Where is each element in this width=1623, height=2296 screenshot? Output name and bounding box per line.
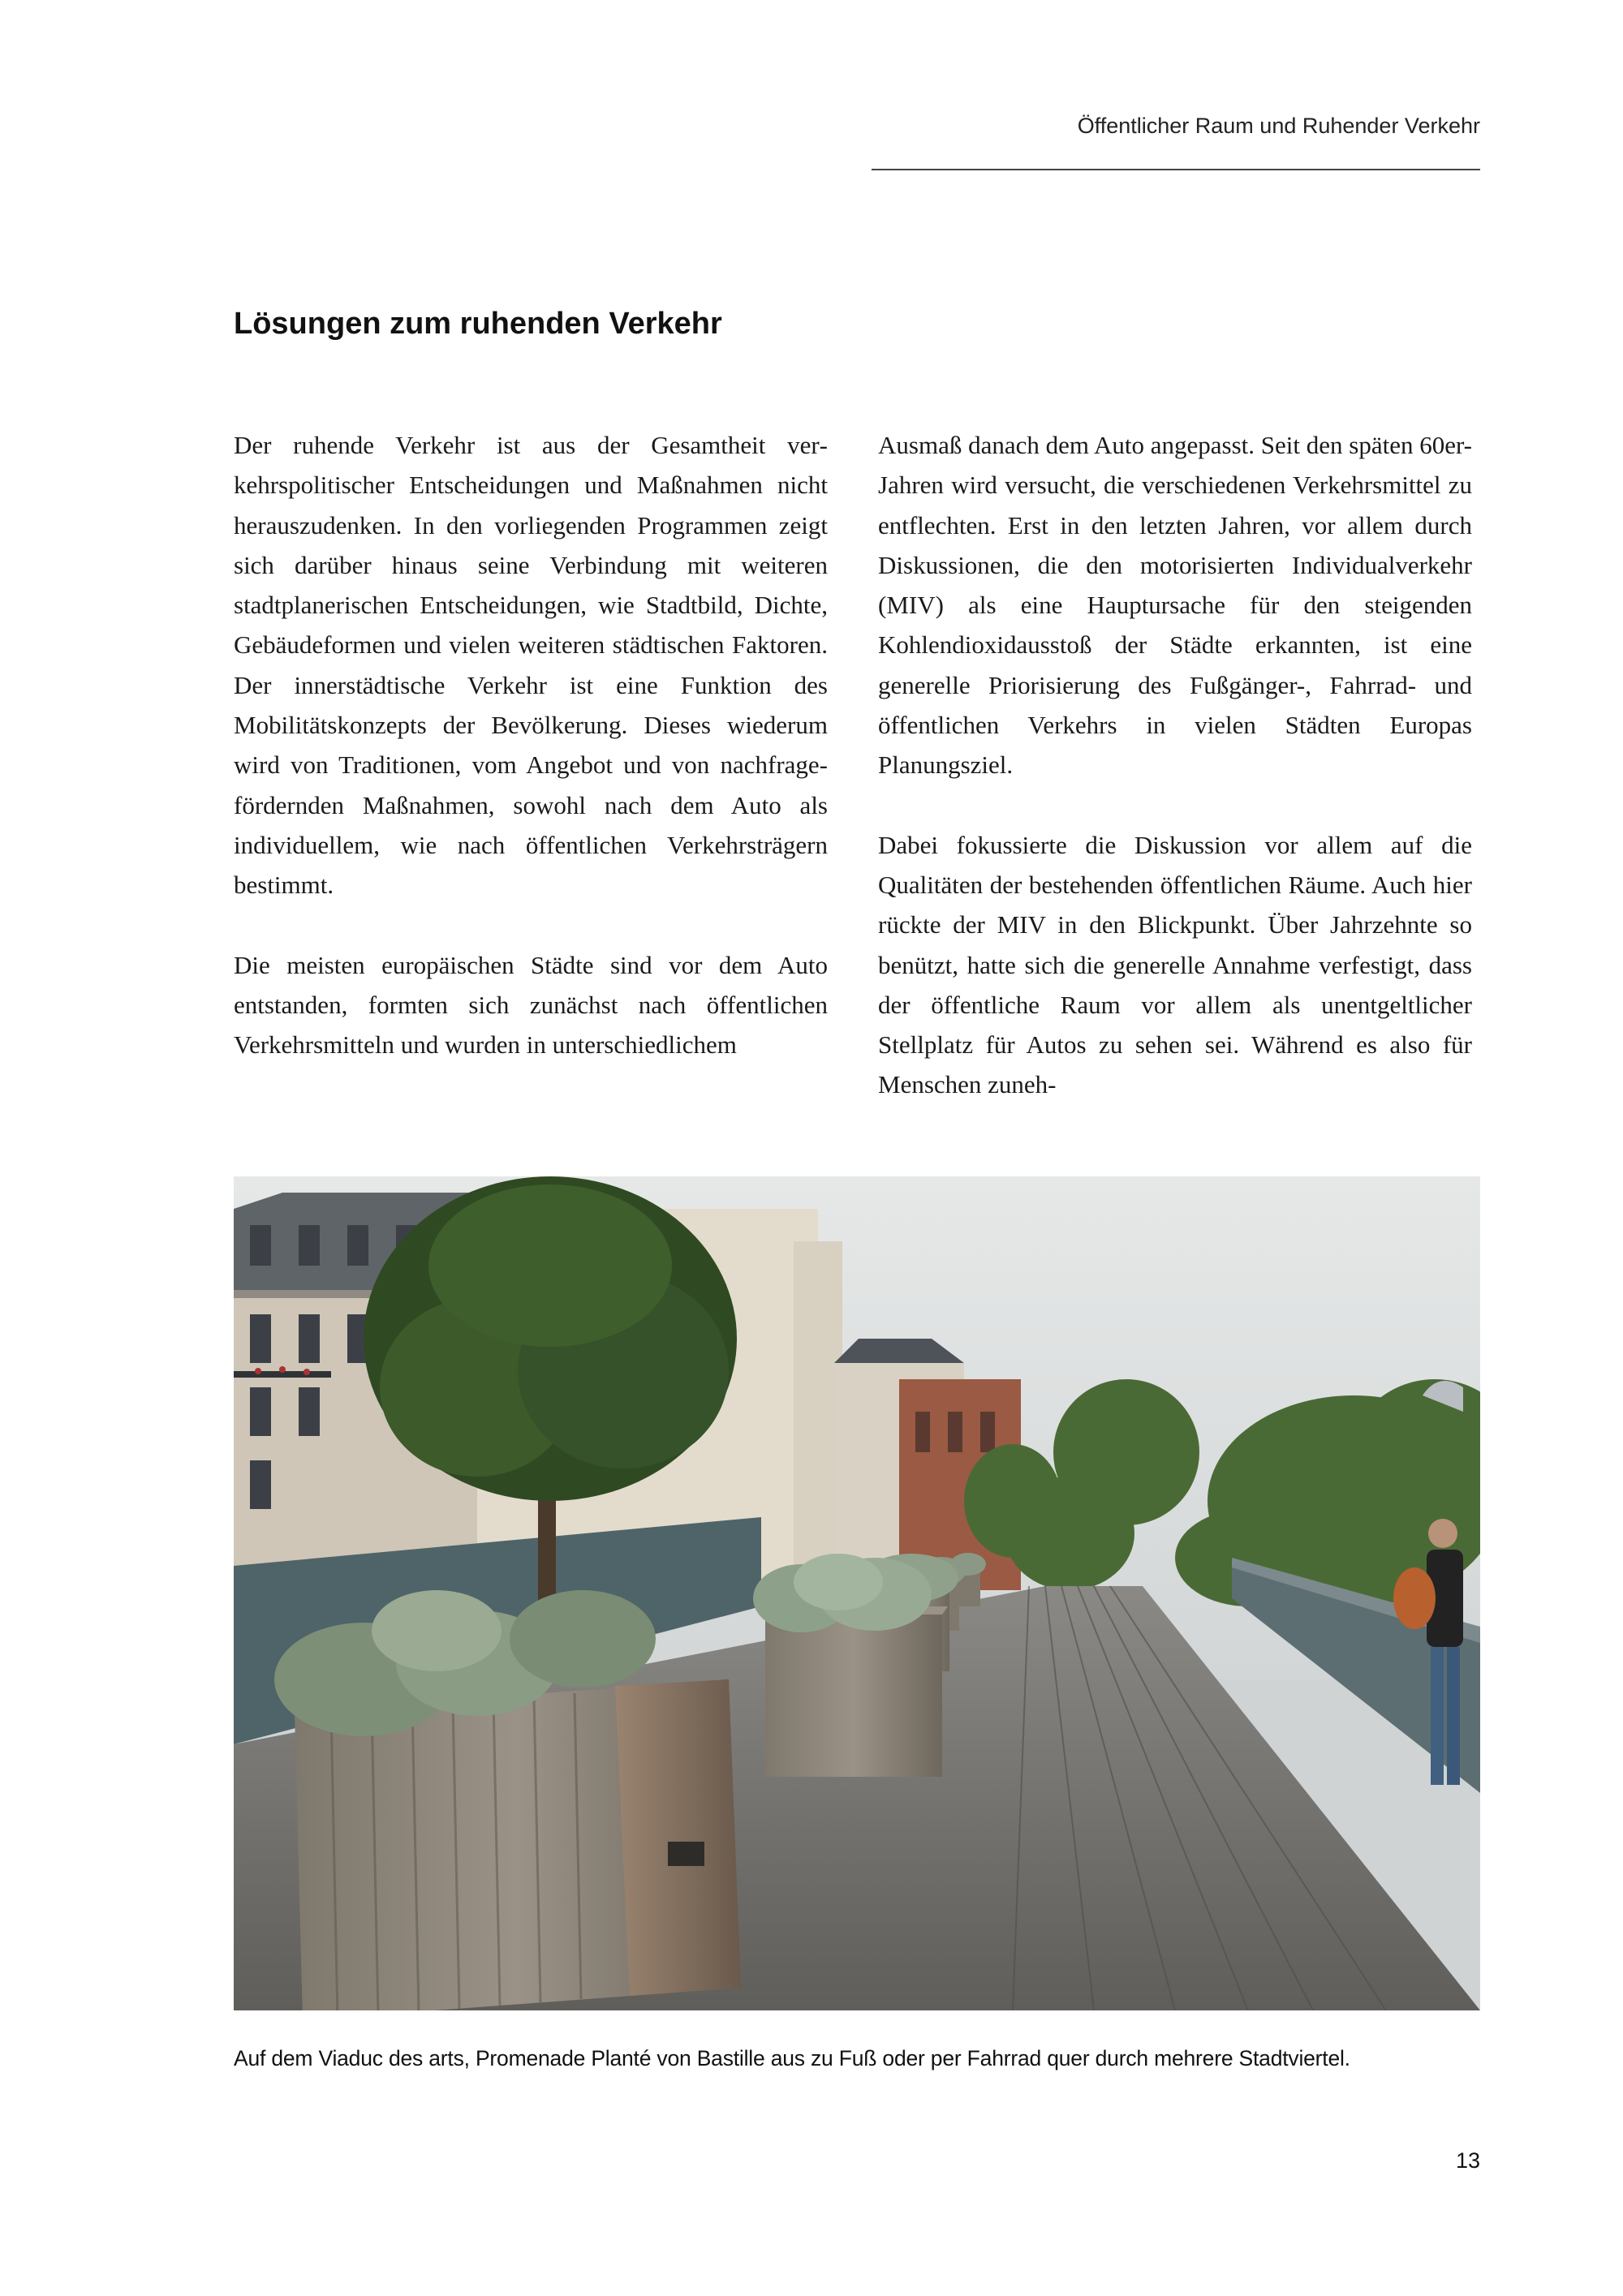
running-header: Öffentlicher Raum und Ruhender Verkehr — [1077, 114, 1480, 138]
left-paragraph-2: Die meisten europäischen Städte sind vor dem Auto entstanden, formten sich zunächst nach öffentlichen Verkehrsmitteln und wurden in unterschiedlichem — [234, 950, 828, 1060]
right-column — [878, 425, 1472, 1105]
section-title: Lösungen zum ruhenden Verkehr — [234, 307, 722, 341]
right-paragraph-1: Ausmaß danach dem Auto angepasst. Seit den späten 60er-Jahren wird versucht, die verschiedenen Verkehrsmittel zu entflechten. Erst in den letzten Jahren, vor allem durch Diskussionen, die den motorisierten Individualverkehr (MIV) als eine Hauptursache für den steigenden Kohlendioxidausstoß der Städte erkannten, ist eine generelle Priorisierung des Fußgänger-, Fahrrad- und öffentlichen Verkehrs in vielen Städten Europas Planungsziel. — [878, 431, 1472, 780]
promenade-photo — [234, 1176, 1480, 2010]
left-paragraph-1: Der ruhende Verkehr ist aus der Gesamtheit verkehrspolitischer Entscheidungen und Maßnahmen nicht herauszudenken. In den vorliegenden Programmen zeigt sich darüber hinaus seine Verbindung mit weiteren stadtplanerischen Entscheidungen, wie Stadtbild, Dichte, Gebäudeformen und vielen weiteren städtischen Faktoren. Der innerstädtische Verkehr ist eine Funktion des Mobilitätskonzepts der Bevölkerung. Dieses wiederum wird von Traditionen, vom Angebot und von nachfragefördernden Maßnahmen, sowohl nach dem Auto als individuellem, wie nach öffentlichen Verkehrsträgern bestimmt. — [234, 431, 828, 900]
figure-caption: Auf dem Viaduc des arts, Promenade Planté von Bastille aus zu Fuß oder per Fahrrad quer durch mehrere Stadtviertel. — [234, 2046, 1350, 2070]
middle-planter — [753, 1554, 948, 1777]
page-number: 13 — [1455, 2148, 1480, 2173]
right-paragraph-2: Dabei fokussierte die Diskussion vor allem auf die Qualitäten der bestehenden öffentlichen Räume. Auch hier rückte der MIV in den Blickpunkt. Über Jahrzehnte so benützt, hatte sich die generelle Annahme verfestigt, dass der öffentliche Raum vor allem als unentgeltlicher Stellplatz für Autos zu sehen sei. Während es also für Menschen zuneh- — [878, 830, 1472, 1099]
header-rule — [872, 169, 1480, 170]
left-column — [234, 425, 828, 1064]
